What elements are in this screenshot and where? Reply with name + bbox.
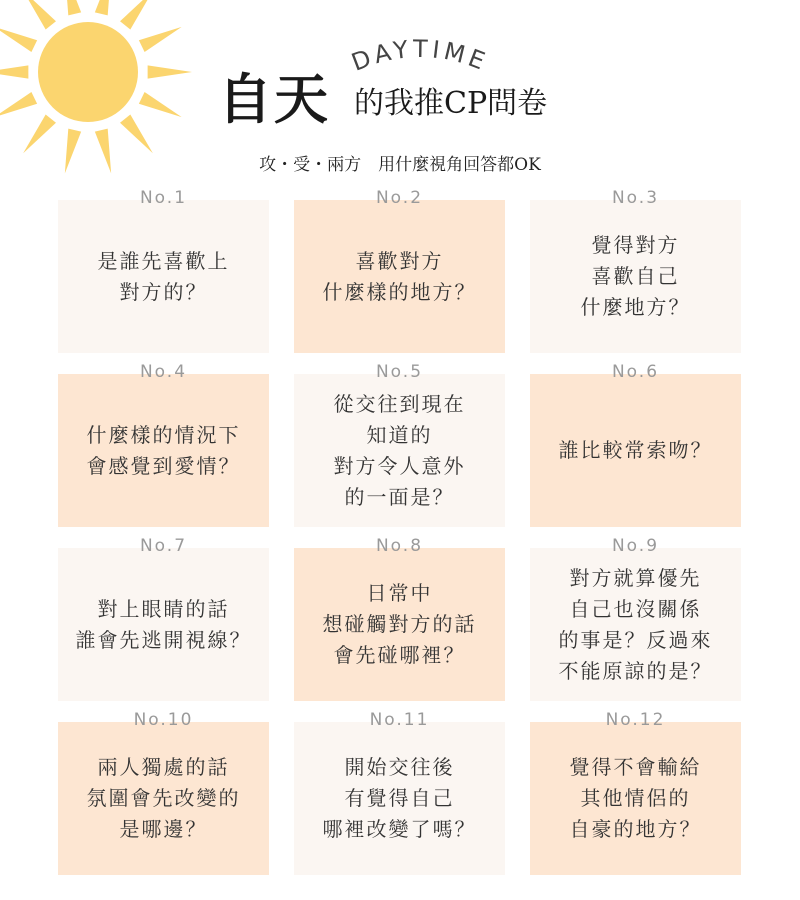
question-cell xyxy=(294,534,505,708)
question-cell xyxy=(58,186,269,360)
question-number: No.8 xyxy=(375,536,424,556)
question-cell xyxy=(58,534,269,708)
header xyxy=(218,67,548,131)
question-text: 覺得對方 喜歡自己 什麼地方？ xyxy=(580,233,691,319)
question-card xyxy=(530,722,741,875)
tagline: 攻・受・兩方 用什麼視角回答都OK xyxy=(259,155,541,175)
question-cell xyxy=(58,708,269,882)
question-card xyxy=(530,548,741,701)
question-number: No.9 xyxy=(611,536,660,556)
question-text: 覺得不會輸給 其他情侶的 自豪的地方？ xyxy=(569,755,702,841)
question-number: No.6 xyxy=(611,362,660,382)
question-number: No.11 xyxy=(369,710,430,730)
question-card xyxy=(58,722,269,875)
question-card xyxy=(58,374,269,527)
question-cell xyxy=(294,360,505,534)
question-text: 對方就算優先 自己也沒關係 的事是？反過來 不能原諒的是？ xyxy=(558,565,713,683)
question-number: No.2 xyxy=(375,188,424,208)
question-text: 什麼樣的情況下 會感覺到愛情？ xyxy=(86,422,241,478)
question-text: 誰比較常索吻？ xyxy=(558,438,713,462)
question-number: No.7 xyxy=(139,536,188,556)
question-cell xyxy=(530,360,741,534)
question-number: No.12 xyxy=(605,710,666,730)
page-title: 自天 xyxy=(218,67,330,131)
question-cell xyxy=(294,186,505,360)
question-card xyxy=(294,722,505,875)
question-card xyxy=(294,374,505,527)
question-card xyxy=(530,374,741,527)
svg-text:DAYTIME: DAYTIME xyxy=(347,34,493,77)
question-card xyxy=(58,548,269,701)
question-card xyxy=(530,200,741,353)
question-text: 對上眼睛的話 誰會先逃開視線？ xyxy=(75,596,252,652)
question-cell xyxy=(530,534,741,708)
question-number: No.3 xyxy=(611,188,660,208)
question-card xyxy=(58,200,269,353)
question-text: 開始交往後 有覺得自己 哪裡改變了嗎？ xyxy=(322,755,477,841)
question-card xyxy=(294,200,505,353)
question-cell xyxy=(530,708,741,882)
question-cell xyxy=(58,360,269,534)
question-grid xyxy=(58,186,741,882)
question-number: No.5 xyxy=(375,362,424,382)
question-number: No.10 xyxy=(133,710,194,730)
question-number: No.4 xyxy=(139,362,188,382)
question-number: No.1 xyxy=(139,188,188,208)
question-text: 是誰先喜歡上 對方的？ xyxy=(97,248,230,304)
question-text: 喜歡對方 什麼樣的地方？ xyxy=(322,248,477,304)
question-cell xyxy=(530,186,741,360)
question-card xyxy=(294,548,505,701)
question-text: 兩人獨處的話 氛圍會先改變的 是哪邊？ xyxy=(86,755,241,841)
page-subtitle: 的我推CP問卷 xyxy=(354,86,548,121)
question-text: 日常中 想碰觸對方的話 會先碰哪裡？ xyxy=(322,581,477,667)
question-cell xyxy=(294,708,505,882)
question-text: 從交往到現在 知道的 對方令人意外 的一面是？ xyxy=(333,391,466,509)
